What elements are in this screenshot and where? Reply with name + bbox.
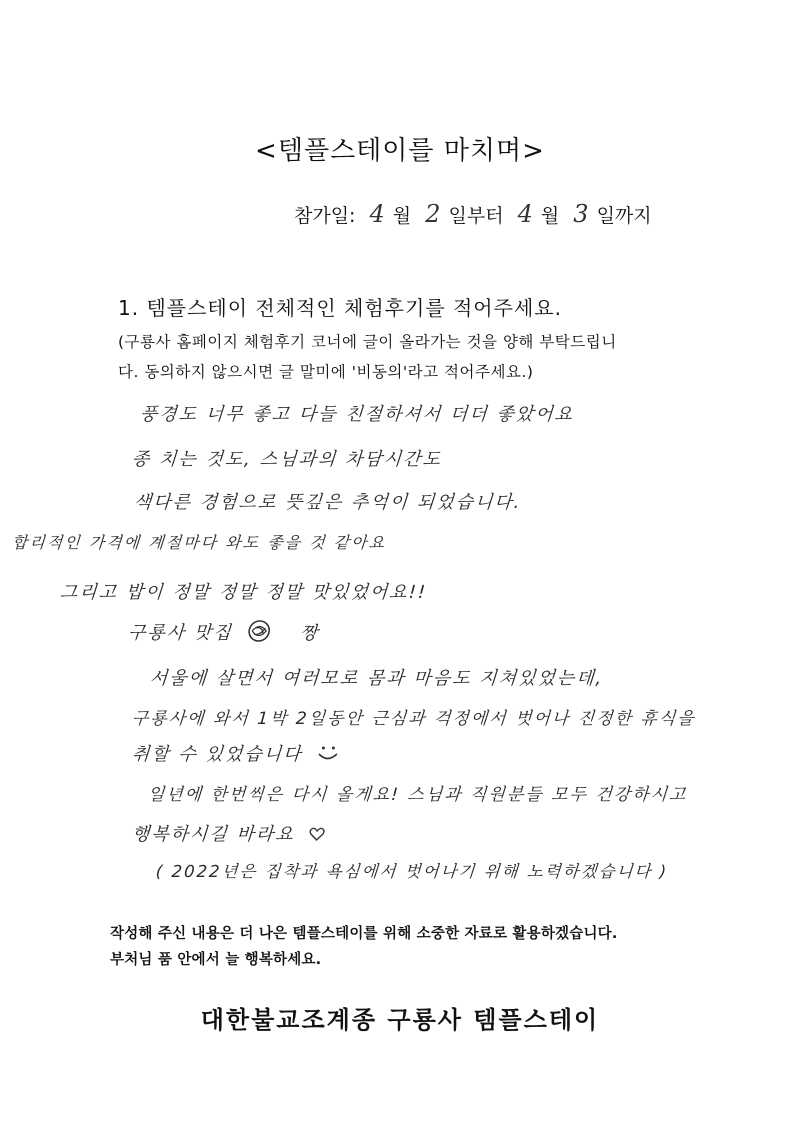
handwritten-line: 합리적인 가격에 계절마다 와도 좋을 것 같아요 bbox=[11, 533, 387, 552]
heart-icon bbox=[308, 825, 325, 846]
handwritten-line: ( 2022년은 집착과 욕심에서 벗어나기 위해 노력하겠습니다 ) bbox=[155, 862, 669, 881]
page-title: <템플스테이를 마치며> bbox=[255, 136, 545, 166]
end-day-value: 3 bbox=[573, 200, 589, 228]
start-day-value: 2 bbox=[425, 200, 441, 228]
smiley-icon bbox=[315, 743, 341, 768]
day-from-label: 일부터 bbox=[448, 205, 504, 227]
handwritten-line bbox=[131, 740, 341, 768]
handwritten-line bbox=[127, 618, 321, 649]
handwritten-line: 서울에 살면서 여러모로 몸과 마음도 지쳐있었는데, bbox=[149, 668, 605, 689]
participation-label: 참가일: bbox=[294, 205, 356, 227]
start-month-value: 4 bbox=[369, 200, 385, 228]
month-word-2: 월 bbox=[540, 205, 560, 227]
organization-name: 대한불교조계종 구룡사 템플스테이 bbox=[200, 1006, 600, 1034]
scribble-doodle-icon bbox=[245, 618, 273, 649]
handwritten-line: 그리고 밥이 정말 정말 정말 맛있었어요!! bbox=[59, 582, 428, 603]
handwritten-text: 구룡사 맛집 bbox=[127, 622, 234, 644]
day-to-label: 일까지 bbox=[596, 205, 652, 227]
handwritten-text: 행복하시길 바라요 bbox=[131, 824, 296, 845]
handwritten-text: 짱 bbox=[299, 622, 321, 644]
handwritten-line: 일년에 한번씩은 다시 올게요! 스님과 직원분들 모두 건강하시고 bbox=[147, 785, 689, 805]
footer-note-line-2: 부처님 품 안에서 늘 행복하세요. bbox=[110, 952, 322, 968]
end-month-value: 4 bbox=[517, 200, 533, 228]
footer-note-line-1: 작성해 주신 내용은 더 나은 템플스테이를 위해 소중한 자료로 활용하겠습니다. bbox=[110, 926, 618, 942]
question-note-line-1: (구룡사 홈페이지 체험후기 코너에 글이 올라가는 것을 양해 부탁드립니 bbox=[118, 333, 617, 351]
participation-dates bbox=[294, 200, 652, 228]
handwritten-line: 종 치는 것도, 스님과의 차담시간도 bbox=[131, 449, 443, 470]
handwritten-line: 색다른 경험으로 뜻깊은 추억이 되었습니다. bbox=[133, 492, 523, 513]
handwritten-text: 취할 수 있었습니다 bbox=[131, 744, 304, 765]
handwritten-line bbox=[131, 820, 325, 846]
handwritten-line: 풍경도 너무 좋고 다들 친절하셔서 더더 좋았어요 bbox=[139, 404, 575, 425]
question-heading: 1. 템플스테이 전체적인 체험후기를 적어주세요. bbox=[118, 296, 562, 320]
month-word-1: 월 bbox=[392, 205, 412, 227]
handwritten-line: 구룡사에 와서 1박 2일동안 근심과 걱정에서 벗어나 진정한 휴식을 bbox=[131, 709, 697, 729]
question-note-line-2: 다. 동의하지 않으시면 글 말미에 '비동의'라고 적어주세요.) bbox=[118, 363, 534, 381]
